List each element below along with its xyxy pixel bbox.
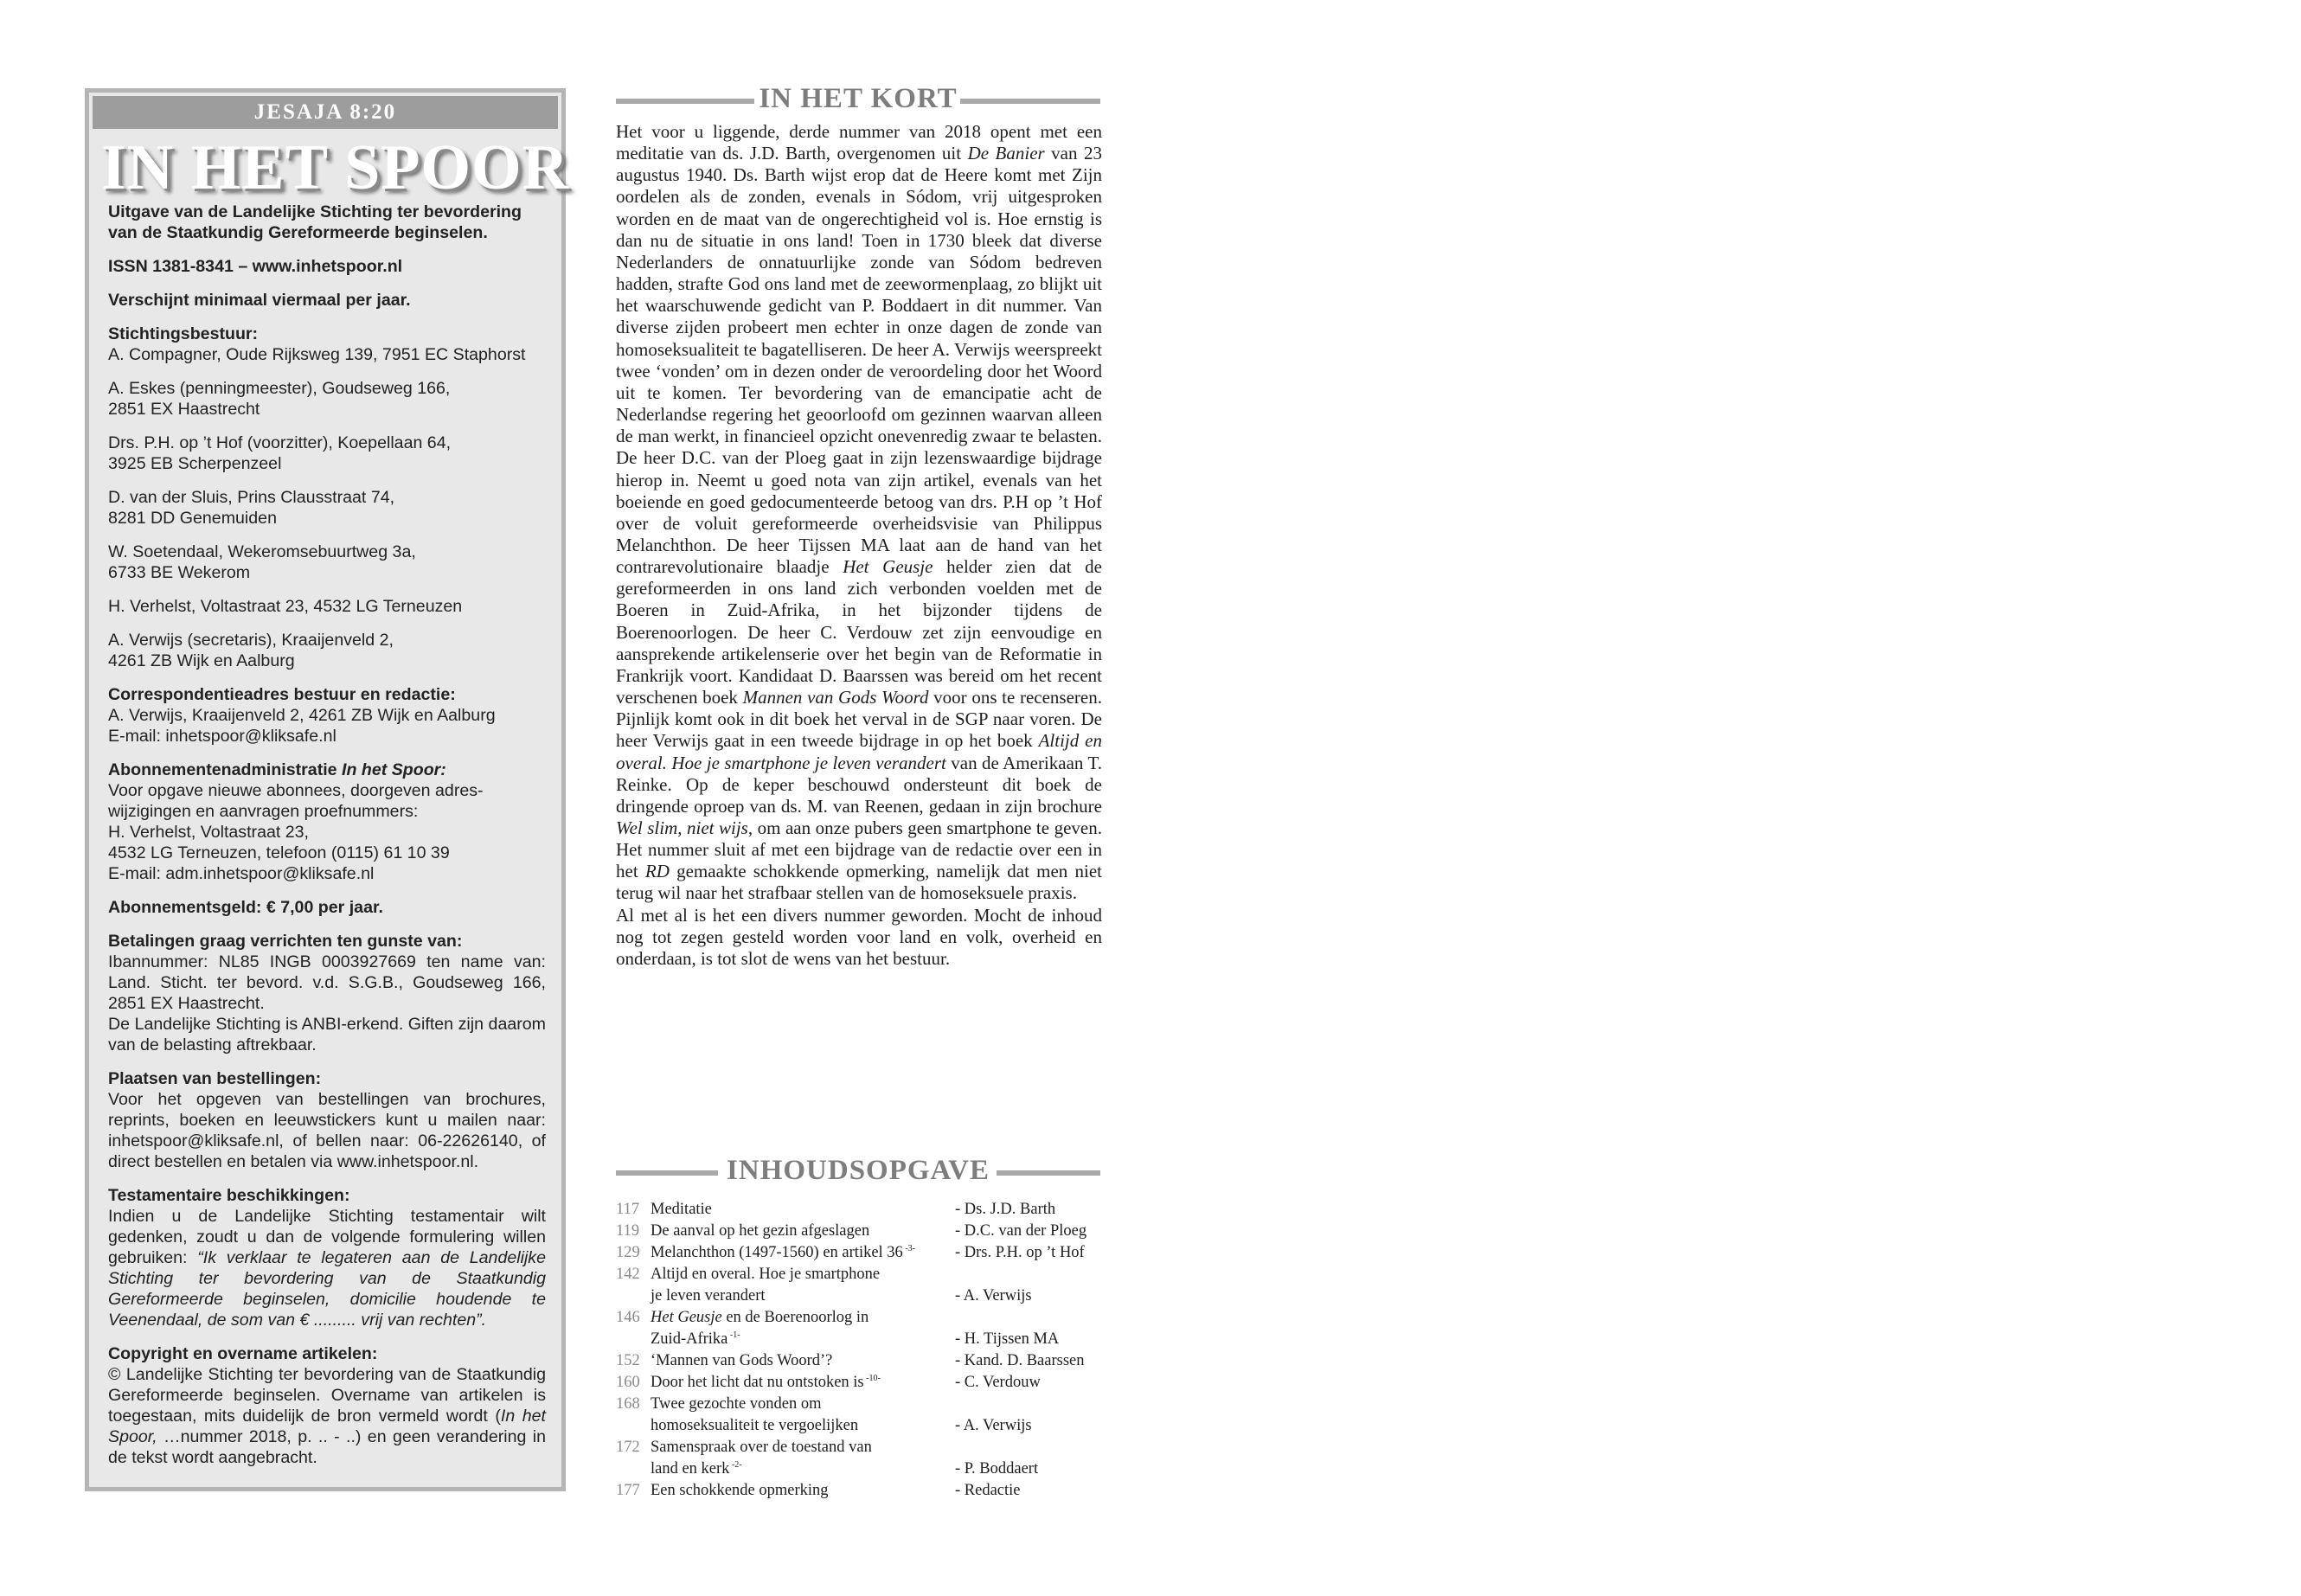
payment-text: Ibannummer: NL85 INGB 0003927669 ten name van: Land. Sticht. ter bevord. v.d. S.G.B., Goudseweg 166, 2851 EX Haastrecht.: [108, 952, 546, 1013]
toc-title-line: [651, 1350, 955, 1372]
toc-page-number: 152: [616, 1352, 640, 1369]
text-run: Een schokkende opmerking: [651, 1482, 829, 1499]
text-run: Het voor u liggende, derde nummer van 2018 opent met een meditatie van ds. J.D. Barth, overgenomen uit: [616, 121, 1102, 164]
intro-section-heading: [616, 81, 1100, 116]
subscription-email: E-mail: adm.inhetspoor@kliksafe.nl: [108, 864, 375, 883]
toc-author: - D.C. van der Ploeg: [955, 1222, 1087, 1240]
orders-section: [108, 1068, 546, 1172]
intro-paragraph: [616, 905, 1102, 970]
italic-text: Het Geusje: [843, 556, 933, 578]
footnote-marker: -3-: [902, 1243, 915, 1253]
frequency-line: Verschijnt minimaal viermaal per jaar.: [108, 291, 411, 310]
toc-title-line: [651, 1437, 955, 1458]
toc-author: - C. Verdouw: [955, 1374, 1041, 1391]
italic-text: De Banier: [967, 143, 1045, 164]
intro-heading-title: IN HET KORT: [759, 83, 958, 114]
toc-page-number: 117: [616, 1201, 640, 1218]
toc-title: [651, 1350, 955, 1372]
testament-text: Indien u de Landelijke Stichting testamentair wilt gedenken, zoudt u dan de volgende formulering willen gebruiken: “Ik verklaar te legateren aan de Landelijke Stichting ter bevordering van de Staatkundig Gereformeerde beginselen, domicilie houdende te Veenendaal, de som van € ......... vrij van rechten”.: [108, 1207, 546, 1330]
toc-title: [651, 1221, 955, 1242]
text-run: van de Amerikaan T. Reinke. Op de keper beschouwd ondersteunt dit boek de dringende oproep van ds. M. van Reenen, gedaan in zijn brochure: [616, 752, 1102, 817]
payment-section: [108, 931, 546, 1055]
subscription-fee: Abonnementsgeld: € 7,00 per jaar.: [108, 898, 383, 917]
issn-line: ISSN 1381-8341 – www.inhetspoor.nl: [108, 257, 403, 276]
intro-paragraph: [616, 121, 1102, 905]
toc-page-number: 142: [616, 1266, 640, 1283]
orders-text: Voor het opgeven van bestellingen van brochures, reprints, boeken en leeuwstickers kunt u mailen naar: inhetspoor@kliksafe.nl, of bellen naar: 06-22626140, of direct bestellen en betalen via www.inhetspoor.nl.: [108, 1090, 546, 1171]
toc-author: - Ds. J.D. Barth: [955, 1201, 1056, 1218]
footnote-marker: -2-: [729, 1459, 742, 1470]
text-run: Al met al is het een divers nummer geworden. Mocht de inhoud nog tot zegen gesteld worden voor land en volk, overheid en onderdaan, is tot slot de wens van het bestuur.: [616, 904, 1102, 969]
correspondence-email: E-mail: inhetspoor@kliksafe.nl: [108, 727, 336, 746]
toc-page-number: 160: [616, 1374, 640, 1391]
toc-title-line: [651, 1221, 955, 1242]
toc-title: [651, 1372, 955, 1394]
footnote-marker: -10-: [863, 1373, 881, 1383]
colophon: [108, 202, 546, 1481]
text-run: voor ons te recenseren. Pijnlijk komt ook in dit boek het verval in de SGP naar voren. De heer Verwijs gaat in een tweede bijdrage in op het boek: [616, 687, 1102, 752]
toc-title-line: [651, 1394, 955, 1415]
italic-text: Wel slim, niet wijs: [616, 817, 748, 838]
toc-entry: [616, 1350, 1102, 1372]
testament-quote: “Ik verklaar te legateren aan de Landelijke Stichting ter bevordering van de Staatkundig Gereformeerde beginselen, domicilie houdende te Veenendaal, de som van € ......... vrij van rechten”.: [108, 1248, 546, 1330]
table-of-contents: [616, 1199, 1102, 1502]
toc-page-number: 129: [616, 1244, 640, 1261]
text-run: gemaakte schokkende opmerking, namelijk dat men niet terug wil naar het strafbaar stellen van de homoseksuele praxis.: [616, 861, 1102, 904]
text-run: Altijd en overal. Hoe je smartphone: [651, 1266, 881, 1283]
toc-title: [651, 1480, 955, 1502]
board-member: H. Verhelst, Voltastraat 23, 4532 LG Terneuzen: [108, 597, 463, 616]
publisher-line: Uitgave van de Landelijke Stichting ter bevordering van de Staatkundig Gereformeerde beginselen.: [108, 202, 522, 242]
toc-title: [651, 1264, 955, 1307]
toc-entry: [616, 1242, 1102, 1264]
toc-author: - A. Verwijs: [955, 1417, 1032, 1434]
toc-title-line: [651, 1264, 955, 1285]
toc-title: [651, 1307, 955, 1350]
toc-title: [651, 1394, 955, 1437]
board-member: A. Compagner, Oude Rijksweg 139, 7951 EC Staphorst: [108, 345, 526, 364]
toc-title-line: [651, 1458, 955, 1480]
italic-text: Mannen van Gods Woord: [742, 687, 929, 708]
toc-author: - Kand. D. Baarssen: [955, 1352, 1085, 1369]
text-run: je leven verandert: [651, 1287, 766, 1304]
footnote-marker: -1-: [727, 1330, 740, 1340]
text-run: Meditatie: [651, 1201, 712, 1218]
toc-entry: [616, 1221, 1102, 1242]
text-run: helder zien dat de gereformeerden in ons land zich verbonden voelden met de Boeren in Zuid-Afrika, in het bijzonder tijdens de Boerenoorlogen. De heer C. Verdouw zet zijn eenvoudige en aansprekende artikelenserie over het begin van de Reformatie in Frankrijk voort. Kandidaat D. Baarssen was bereid om het recent verschenen boek: [616, 556, 1103, 708]
toc-title-line: [651, 1242, 955, 1264]
masthead-box: [85, 88, 570, 1491]
toc-page-number: 146: [616, 1309, 640, 1326]
copyright-section: [108, 1343, 546, 1468]
toc-page-number: 177: [616, 1482, 640, 1499]
toc-title: [651, 1437, 955, 1480]
toc-title-line: [651, 1372, 955, 1394]
anbi-text: De Landelijke Stichting is ANBI-erkend. Giften zijn daarom van de belasting aftrekbaar.: [108, 1015, 546, 1054]
toc-entry: [616, 1199, 1102, 1221]
bible-reference-banner: JESAJA 8:20: [93, 96, 558, 129]
correspondence-heading: Correspondentieadres bestuur en redactie:: [108, 685, 456, 704]
toc-title-line: [651, 1285, 955, 1307]
toc-page-number: 168: [616, 1395, 640, 1413]
subscription-heading: Abonnementenadministratie In het Spoor:: [108, 760, 446, 779]
toc-entry: [616, 1394, 1102, 1437]
toc-section-heading: [616, 1153, 1100, 1188]
text-run: land en kerk: [651, 1460, 730, 1477]
toc-title-line: [651, 1307, 955, 1329]
toc-author: - H. Tijssen MA: [955, 1330, 1060, 1348]
testament-heading: Testamentaire beschikkingen:: [108, 1186, 350, 1205]
heading-rule: [997, 1170, 1100, 1176]
text-run: en de Boerenoorlog in: [721, 1309, 869, 1326]
correspondence-section: Correspondentieadres bestuur en redactie: A. Verwijs, Kraaijenveld 2, 4261 ZB Wijk en Aalburg E-mail: inhetspoor@kliksafe.nl: [108, 684, 546, 747]
board-member: D. van der Sluis, Prins Clausstraat 74, 8281 DD Genemuiden: [108, 488, 395, 528]
toc-title-line: [651, 1480, 955, 1502]
text-run: homoseksualiteit te vergoelijken: [651, 1417, 859, 1434]
intro-body: [616, 121, 1102, 970]
board-member: Drs. P.H. op ’t Hof (voorzitter), Koepellaan 64, 3925 EB Scherpenzeel: [108, 433, 452, 473]
text-run: Melanchthon (1497-1560) en artikel 36: [651, 1244, 903, 1261]
toc-heading-title: INHOUDSOPGAVE: [727, 1155, 990, 1186]
toc-title-line: [651, 1415, 955, 1437]
toc-page-number: 172: [616, 1439, 640, 1456]
text-run: , om aan onze pubers geen smartphone te geven. Het nummer sluit af met een bijdrage van de redactie over een in het: [616, 817, 1102, 882]
toc-author: - Redactie: [955, 1482, 1021, 1499]
toc-entry: [616, 1437, 1102, 1480]
board-member: A. Verwijs (secretaris), Kraaijenveld 2, 4261 ZB Wijk en Aalburg: [108, 631, 394, 670]
toc-entry: [616, 1264, 1102, 1307]
italic-text: Altijd en overal. Hoe je smartphone je leven verandert: [616, 730, 1102, 773]
text-run: Door het licht dat nu ontstoken is: [651, 1374, 864, 1391]
toc-author: - P. Boddaert: [955, 1460, 1039, 1477]
text-run: Zuid-Afrika: [651, 1330, 728, 1348]
text-run: ‘Mannen van Gods Woord’?: [651, 1352, 833, 1369]
subscription-section: Abonnementenadministratie In het Spoor: Voor opgave nieuwe abonnees, doorgeven adres- wijzigingen en aanvragen proefnummers: H. Verhelst, Voltastraat 23, 4532 LG Terneuzen, telefoon (0115) 61 10 39 E-mail: adm.inhetspoor@kliksafe.nl: [108, 760, 546, 884]
text-run: Samenspraak over de toestand van: [651, 1439, 872, 1456]
toc-entry: [616, 1480, 1102, 1502]
toc-title: [651, 1242, 955, 1264]
copyright-text: © Landelijke Stichting ter bevordering van de Staatkundig Gereformeerde beginselen. Overname van artikelen is toegestaan, mits duidelijk de bron vermeld wordt (In het Spoor, …nummer 2018, p. .. - ..) en geen verandering in de tekst wordt aangebracht.: [108, 1365, 546, 1467]
heading-rule: [960, 99, 1100, 104]
text-run: van 23 augustus 1940. Ds. Barth wijst erop dat de Heere komt met Zijn oordelen als de zonden, evenals in Sódom, vrij uitgesproken worden en de maat van de ongerechtigheid vol is. Hoe ernstig is dan nu de situatie in ons land! Toen in 1730 bleek dat diverse Nederlanders de onnatuurlijke zonde van Sódom bedreven hadden, strafte God ons land met de zeewormenplaag, zo blijkt uit het waarschuwende gedicht van P. Boddaert in dit nummer. Van diverse zijden probeert men echter in onze dagen de zonde van homoseksualiteit te bagatelliseren. De heer A. Verwijs weerspreekt twee ‘vonden’ om in dezen onder de veroordeling door het Woord uit te komen. Ter bevordering van de emancipatie acht de Nederlandse regering het geoorloofd om gezinnen waarvan alleen de man werkt, in financieel opzicht onevenredig zwaar te belasten. De heer D.C. van der Ploeg gaat in zijn lezenswaardige bijdrage hierop in. Neemt u goed nota van zijn artikel, evenals van het boeiende en goed gedocumenteerde betoog van drs. P.H op ’t Hof over de voluit gereformeerde overheidsvisie van Philippus Melanchthon. De heer Tijssen MA laat aan de hand van het contrarevolutionaire blaadje: [616, 143, 1102, 578]
toc-title-line: [651, 1329, 955, 1350]
italic-text: RD: [644, 861, 670, 882]
testament-section: [108, 1185, 546, 1330]
copyright-heading: Copyright en overname artikelen:: [108, 1344, 378, 1363]
payment-heading: Betalingen graag verrichten ten gunste van:: [108, 932, 463, 951]
toc-title-line: [651, 1199, 955, 1221]
toc-page-number: 119: [616, 1222, 640, 1240]
board-member: W. Soetendaal, Wekeromsebuurtweg 3a, 6733 BE Wekerom: [108, 542, 416, 582]
text-run: De aanval op het gezin afgeslagen: [651, 1222, 870, 1240]
toc-author: - A. Verwijs: [955, 1287, 1032, 1304]
board-heading: Stichtingsbestuur:: [108, 324, 259, 343]
italic-text: Het Geusje: [651, 1309, 722, 1326]
board-member: A. Eskes (penningmeester), Goudseweg 166, 2851 EX Haastrecht: [108, 379, 451, 419]
toc-entry: [616, 1372, 1102, 1394]
toc-entry: [616, 1307, 1102, 1350]
toc-title: [651, 1199, 955, 1221]
text-run: Twee gezochte vonden om: [651, 1395, 822, 1413]
orders-heading: Plaatsen van bestellingen:: [108, 1069, 322, 1088]
board-section: [108, 324, 546, 365]
toc-author: - Drs. P.H. op ’t Hof: [955, 1244, 1085, 1261]
magazine-logo: IN HET SPOOR: [101, 132, 570, 203]
